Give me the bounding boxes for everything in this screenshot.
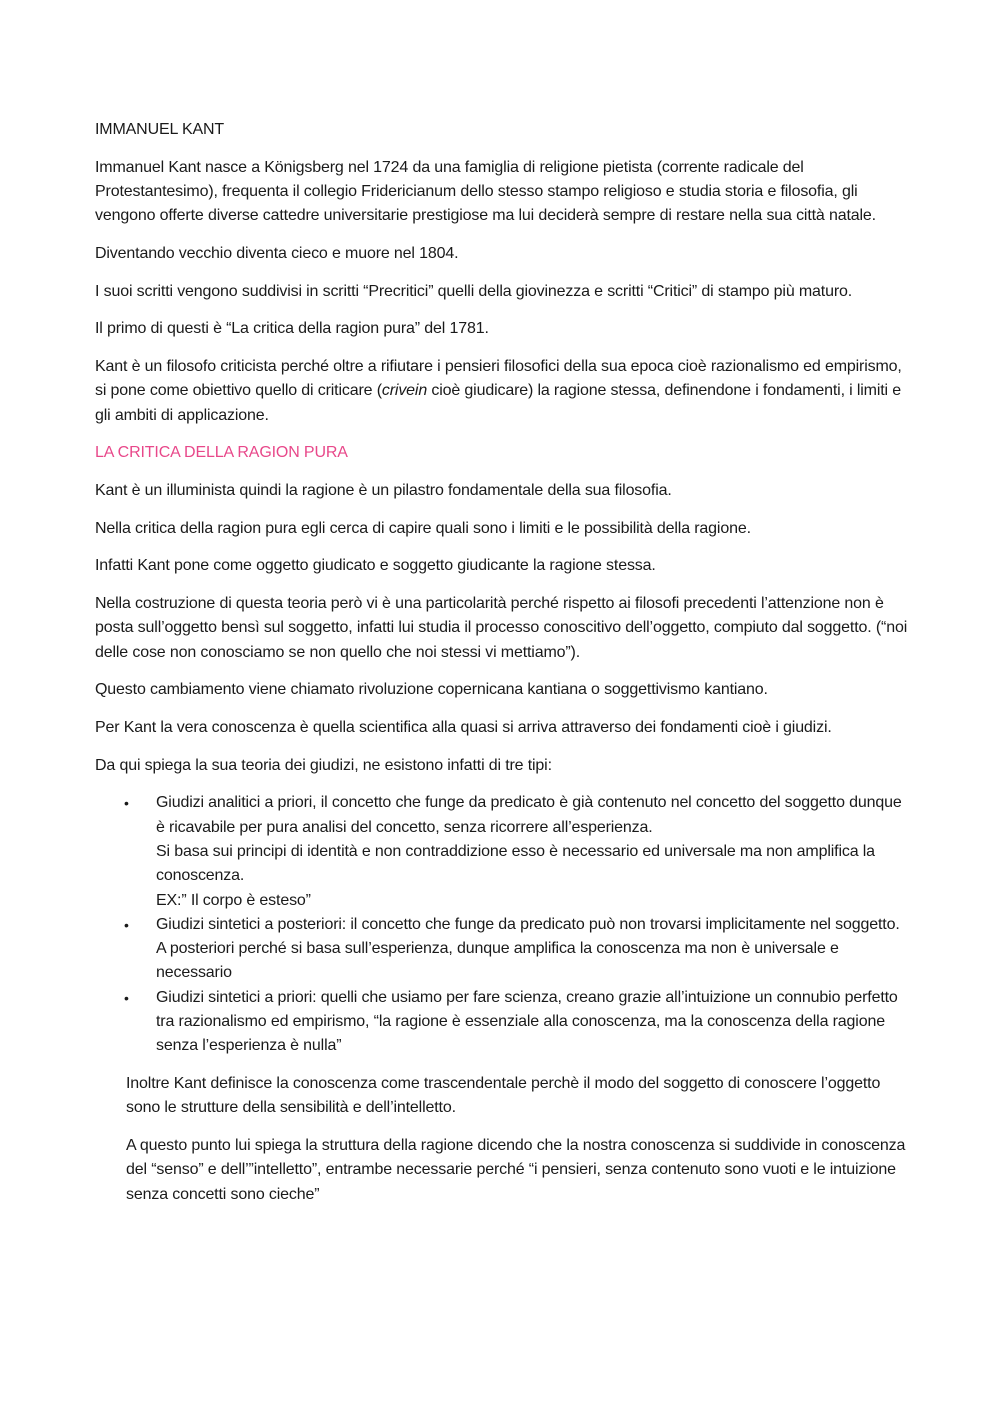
- section-paragraph-9: A questo punto lui spiega la struttura della ragione dicendo che la nostra conoscenza si suddivide in conoscenza del “senso” e dell’”intelletto”, entrambe necessarie perché “i pensieri, senza contenuto sono vuoti e le intuizione senza concetti sono cieche”: [126, 1137, 906, 1203]
- document-title: IMMANUEL KANT: [95, 121, 225, 138]
- section-paragraph-6: Per Kant la vera conoscenza è quella scientifica alla quasi si arriva attraverso dei fondamenti cioè i giudizi.: [95, 719, 832, 737]
- list-item-text: Si basa sui principi di identità e non contraddizione esso è necessario ed universale ma non amplifica la conoscenza.: [156, 843, 875, 885]
- section-paragraph-4: Nella costruzione di questa teoria però vi è una particolarità perché rispetto ai filosofi precedenti l’attenzione non è posta sull’oggetto bensì sul soggetto, infatti lui studia il processo conoscitivo dell’oggetto, compiuto dal soggetto. (“noi delle cose non conosciamo se non quello che noi stessi vi mettiamo”).: [95, 595, 908, 661]
- section-heading: LA CRITICA DELLA RAGION PURA: [95, 444, 348, 462]
- list-item: [95, 913, 910, 986]
- intro-paragraph-5-start: Kant è un filosofo criticista perché oltre a rifiutare i pensieri filosofici della sua epoca cioè razionalismo ed empirismo, si pone come obiettivo quello di criticare (: [95, 358, 902, 400]
- section-paragraph-7: Da qui spiega la sua teoria dei giudizi, ne esistono infatti di tre tipi:: [95, 756, 552, 774]
- judgments-list: [95, 791, 910, 1058]
- intro-paragraph-5-italic: crivein: [381, 382, 428, 400]
- section-paragraph-1: Kant è un illuminista quindi la ragione è un pilastro fondamentale della sua filosofia.: [95, 482, 672, 499]
- list-item-text: Giudizi sintetici a priori: quelli che usiamo per fare scienza, creano grazie all’intuizione un connubio perfetto tra razionalismo ed empirismo, “la ragione è essenziale alla conoscenza, ma la conoscenza della ragione senza l’esperienza è nulla”: [156, 988, 898, 1055]
- list-item-text: Giudizi analitici a priori, il concetto che funge da predicato è già contenuto nel concetto del soggetto dunque è ricavabile per pura analisi del concetto, senza ricorrere all’esperienza.: [156, 794, 902, 836]
- intro-paragraph-2: Diventando vecchio diventa cieco e muore nel 1804.: [95, 244, 459, 262]
- bullet-icon: •: [124, 989, 129, 1006]
- bullet-icon: •: [124, 916, 129, 933]
- section-paragraph-3: Infatti Kant pone come oggetto giudicato e soggetto giudicante la ragione stessa.: [95, 557, 656, 575]
- bullet-icon: •: [124, 795, 129, 812]
- intro-paragraph-3: I suoi scritti vengono suddivisi in scritti “Precritici” quelli della giovinezza e scritti “Critici” di stampo più maturo.: [95, 282, 853, 300]
- list-item: [95, 791, 910, 912]
- document-page: [95, 118, 910, 1220]
- section-paragraph-8: Inoltre Kant definisce la conoscenza come trascendentale perchè il modo del soggetto di conoscere l’oggetto sono le strutture della sensibilità e dell’intelletto.: [126, 1075, 881, 1117]
- list-item-text: Giudizi sintetici a posteriori: il concetto che funge da predicato può non trovarsi implicitamente nel soggetto. A posteriori perché si basa sull’esperienza, dunque amplifica la conoscenza ma non è universale e necessario: [156, 915, 900, 982]
- section-paragraph-2: Nella critica della ragion pura egli cerca di capire quali sono i limiti e le possibilità della ragione.: [95, 519, 751, 537]
- intro-paragraph-5-end: cioè giudicare) la ragione stessa, definendone i fondamenti, i limiti e gli ambiti di applicazione.: [95, 382, 901, 424]
- section-paragraph-5: Questo cambiamento viene chiamato rivoluzione copernicana kantiana o soggettivismo kantiano.: [95, 681, 768, 699]
- list-item: [95, 986, 910, 1059]
- intro-paragraph-4: Il primo di questi è “La critica della ragion pura” del 1781.: [95, 320, 489, 338]
- intro-paragraph-5: [95, 355, 910, 428]
- list-item-text: EX:” Il corpo è esteso”: [156, 891, 311, 909]
- intro-paragraph-1: Immanuel Kant nasce a Königsberg nel 1724 da una famiglia di religione pietista (corrente radicale del Protestantesimo), frequenta il collegio Fridericianum dello stesso stampo religioso e studia storia e filosofia, gli vengono offerte diverse cattedre universitarie prestigiose ma lui deciderà sempre di restare nella sua città natale.: [95, 158, 876, 225]
